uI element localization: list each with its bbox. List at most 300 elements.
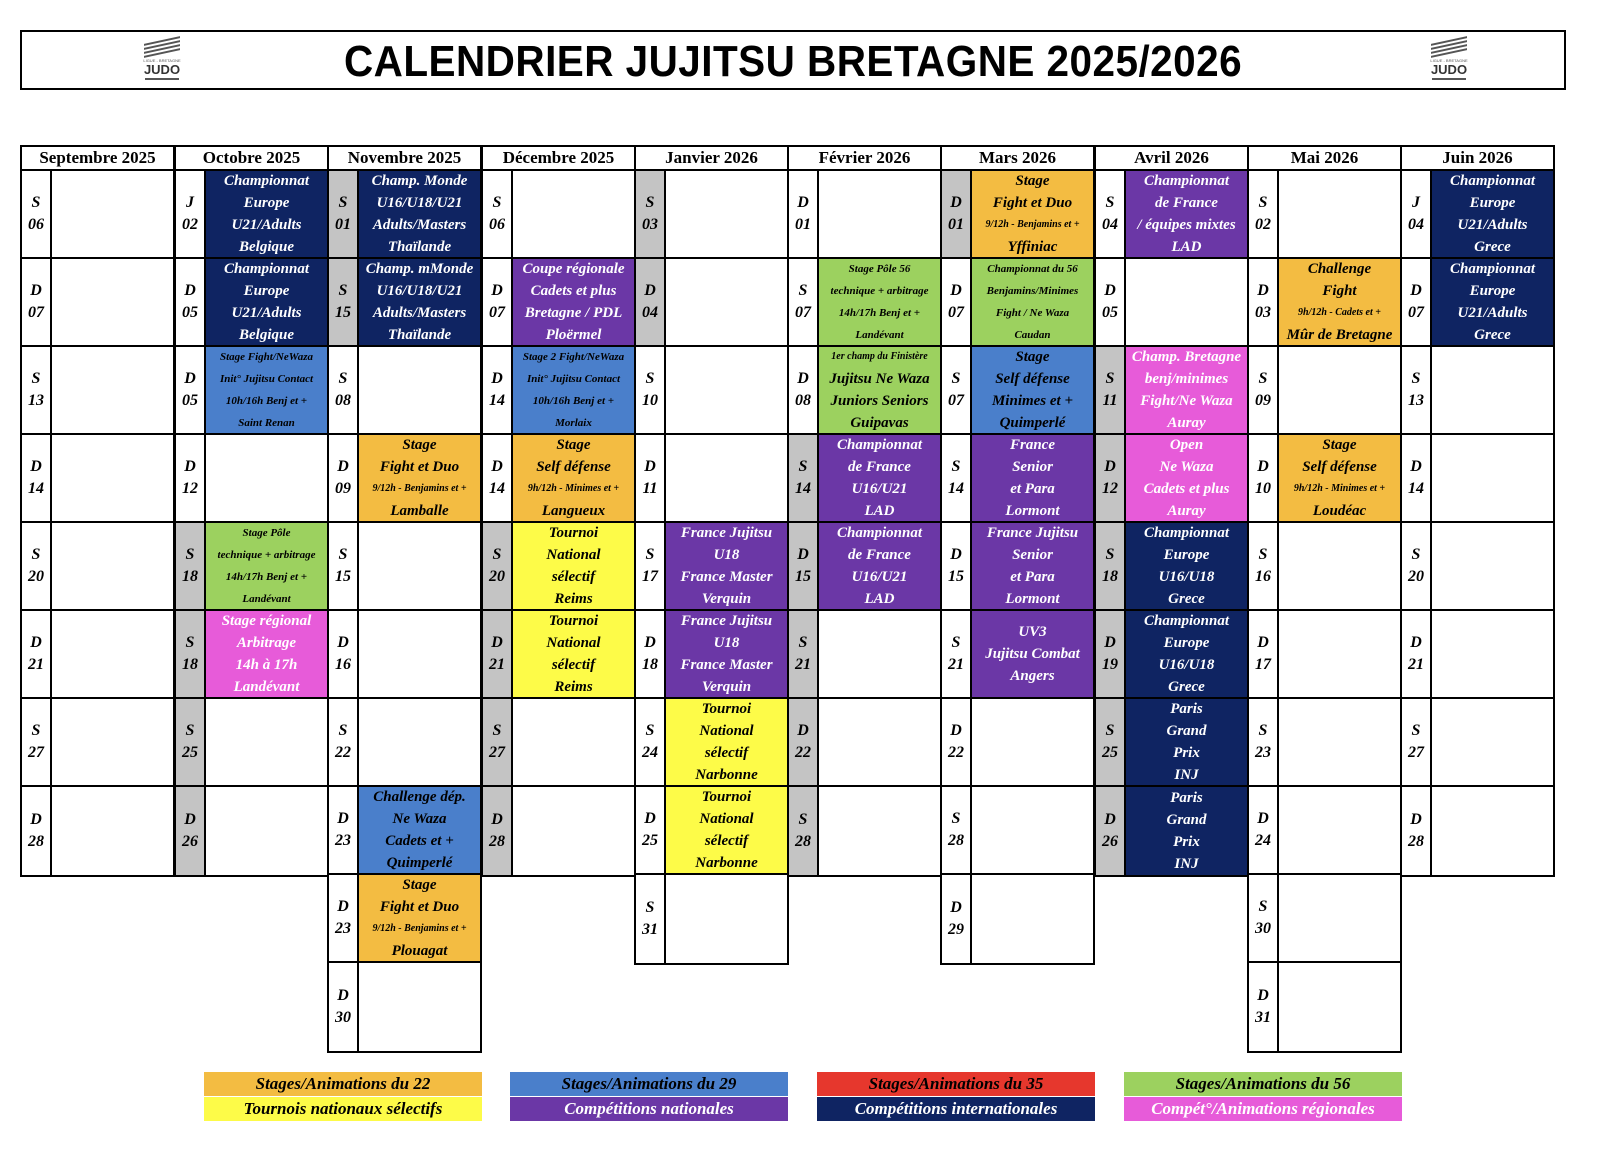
day-number: 18 [182,568,198,585]
event-text: INJ [1174,856,1199,872]
day-label [1096,523,1126,609]
weekday-letter: S [798,458,808,475]
event-text: National [699,811,754,827]
day-label [636,875,666,963]
day-cell [636,611,787,699]
event-block[interactable] [1126,611,1247,697]
event-block[interactable] [206,523,327,609]
day-cell [789,699,940,787]
day-label [329,875,359,961]
day-label [1249,347,1279,433]
day-number: 18 [182,656,198,673]
event-text: Grece [1168,591,1205,607]
event-text: Ne Waza [392,811,447,827]
event-text: U16/U18 [1158,657,1215,673]
day-cell [1249,523,1400,611]
legend-item: Stages/Animations du 22 [204,1072,482,1096]
day-label [1096,347,1126,433]
event-text: U21/Adults [1457,217,1528,233]
event-text: France Master [680,569,773,585]
month-column [787,145,942,877]
day-cell [176,171,327,259]
event-block[interactable] [819,435,940,521]
event-text: Champ. Monde [371,173,468,189]
weekday-letter: S [951,634,961,651]
event-block[interactable] [359,435,480,521]
event-block[interactable] [206,611,327,697]
day-cell [1096,699,1247,787]
flag-icon [1431,37,1467,55]
event-text: Jujitsu Combat [985,646,1080,662]
event-text: Reims [554,679,593,695]
weekday-letter: S [31,194,41,211]
day-number: 28 [948,832,964,849]
day-cell [329,963,480,1051]
weekday-letter: S [31,722,41,739]
event-text: Championnat [1143,525,1230,541]
event-text: Senior [1012,547,1053,563]
day-cell [176,523,327,611]
event-block[interactable] [359,259,480,345]
day-cell [1096,171,1247,259]
event-block[interactable] [1126,435,1247,521]
month-column [1247,145,1402,1053]
event-text: Paris [1170,701,1203,717]
event-text: Landévant [233,679,300,695]
event-block[interactable] [513,347,634,433]
day-cell [789,523,940,611]
event-block[interactable] [1279,435,1400,521]
day-label [483,787,513,875]
day-number: 09 [335,480,351,497]
legend-item: Compétitions nationales [510,1097,788,1121]
event-text: Europe [1469,283,1516,299]
event-text: Langueux [541,503,606,519]
day-number: 07 [489,304,505,321]
event-block[interactable] [1126,787,1247,875]
weekday-letter: D [950,546,962,563]
month-header: Février 2026 [789,147,940,171]
weekday-letter: D [337,810,349,827]
event-text: Tournoi [548,525,599,541]
event-text: LAD [864,503,895,519]
day-cell [176,347,327,435]
event-text: Europe [1163,635,1210,651]
legend-item: Compét°/Animations régionales [1124,1097,1402,1121]
day-number: 16 [1255,568,1271,585]
event-text: Championnat du 56 [987,263,1078,275]
weekday-letter: D [1257,458,1269,475]
day-label [176,523,206,609]
event-block[interactable] [819,259,940,345]
day-label [789,435,819,521]
day-label [176,787,206,875]
event-text: Fight [1322,283,1357,299]
day-cell [789,787,940,875]
event-block[interactable] [1432,259,1553,345]
event-block[interactable] [1126,523,1247,609]
month-header: Mars 2026 [942,147,1093,171]
event-text: 9/12h - Benjamins et + [372,483,467,494]
event-text: U21/Adults [231,217,302,233]
event-text: Championnat [836,525,923,541]
event-text: National [546,547,601,563]
event-text: 9h/12h - Minimes et + [527,483,620,494]
event-text: Championnat [1143,613,1230,629]
event-block[interactable] [972,611,1093,697]
month-header: Octobre 2025 [176,147,327,171]
weekday-letter: D [1410,282,1422,299]
day-cell [1096,347,1247,435]
day-cell [942,611,1093,699]
event-text: Stage 2 Fight/NeWaza [522,351,625,363]
day-label [22,699,52,785]
day-number: 30 [335,1009,351,1026]
weekday-letter: D [184,811,196,828]
event-text: Init° Jujitsu Contact [526,373,621,385]
event-text: Landévant [855,329,904,341]
day-number: 01 [948,216,964,233]
day-label [483,435,513,521]
event-block[interactable] [972,523,1093,609]
month-header: Juin 2026 [1402,147,1553,171]
weekday-letter: D [1257,634,1269,651]
event-text: Plouagat [391,943,448,959]
event-text: Grece [1168,679,1205,695]
day-label [1096,787,1126,875]
event-block[interactable] [513,611,634,697]
event-text: 9/12h - Benjamins et + [372,923,467,934]
day-cell [22,347,173,435]
legend-item: Tournois nationaux sélectifs [204,1097,482,1121]
event-text: Stage [556,437,591,453]
event-text: de France [1155,195,1218,211]
weekday-letter: S [1258,722,1268,739]
day-number: 07 [795,304,811,321]
month-header: Novembre 2025 [329,147,480,171]
day-label [636,699,666,785]
weekday-letter: S [338,722,348,739]
event-text: Verquin [701,591,752,607]
event-text: 14h/17h Benj et + [838,307,921,319]
event-block[interactable] [513,259,634,345]
day-number: 21 [28,656,44,673]
day-cell [789,435,940,523]
day-cell [1096,523,1247,611]
day-label [942,699,972,785]
weekday-letter: D [1104,458,1116,475]
day-label [22,347,52,433]
weekday-letter: S [31,546,41,563]
day-number: 10 [642,392,658,409]
event-block[interactable] [1126,171,1247,257]
event-block[interactable] [666,611,787,697]
weekday-letter: D [491,370,503,387]
event-text: Benjamins/Minimes [986,285,1079,297]
day-label [483,523,513,609]
event-text: Stage [1322,437,1357,453]
event-text: Ploërmel [545,327,602,343]
weekday-letter: D [1410,634,1422,651]
day-number: 14 [948,480,964,497]
day-label [789,787,819,875]
day-label [1402,787,1432,875]
event-block[interactable] [513,435,634,521]
day-cell [1249,259,1400,347]
day-number: 11 [642,480,658,497]
month-header: Décembre 2025 [483,147,634,171]
month-header: Avril 2026 [1096,147,1247,171]
event-text: LAD [864,591,895,607]
weekday-letter: D [797,546,809,563]
event-text: et Para [1010,481,1055,497]
day-label [176,435,206,521]
day-cell [22,787,173,875]
day-label [483,699,513,785]
day-cell [789,611,940,699]
event-text: Cadets et plus [530,283,617,299]
event-text: Angers [1010,668,1055,684]
day-label [22,787,52,875]
weekday-letter: S [798,634,808,651]
weekday-letter: D [1104,634,1116,651]
day-cell [483,259,634,347]
day-label [1402,523,1432,609]
event-text: U16/U18/U21 [376,283,463,299]
event-text: Self défense [536,459,611,475]
event-text: France Jujitsu [680,613,773,629]
event-text: Self défense [995,371,1070,387]
weekday-letter: D [491,282,503,299]
event-text: Narbonne [695,767,758,783]
event-text: Init° Jujitsu Contact [219,373,314,385]
weekday-letter: S [645,370,655,387]
event-block[interactable] [359,875,480,961]
day-number: 07 [1408,304,1424,321]
event-block[interactable] [1432,171,1553,257]
event-text: Ne Waza [1159,459,1214,475]
day-label [1249,259,1279,345]
day-number: 12 [1102,480,1118,497]
event-block[interactable] [666,699,787,785]
day-number: 05 [182,304,198,321]
weekday-letter: S [338,370,348,387]
event-block[interactable] [1279,259,1400,345]
day-number: 09 [1255,392,1271,409]
event-text: Stage Pôle [242,527,291,539]
event-block[interactable] [513,523,634,609]
event-text: de France [848,547,911,563]
weekday-letter: S [645,546,655,563]
day-label [483,611,513,697]
event-block[interactable] [1126,699,1247,785]
event-text: 1er champ du Finistère [831,351,928,362]
day-cell [483,699,634,787]
day-cell [789,347,940,435]
day-label [22,259,52,345]
event-text: U18 [713,547,740,563]
weekday-letter: D [30,282,42,299]
day-label [1096,611,1126,697]
day-label [176,611,206,697]
event-text: Stage régional [221,613,312,629]
day-label [483,171,513,257]
day-label [942,523,972,609]
day-number: 28 [28,833,44,850]
event-text: Cadets et plus [1143,481,1230,497]
event-block[interactable] [666,787,787,873]
event-block[interactable] [819,523,940,609]
day-cell [176,435,327,523]
day-number: 15 [795,568,811,585]
event-text: Narbonne [695,855,758,871]
day-cell [1402,259,1553,347]
day-cell [1402,347,1553,435]
weekday-letter: D [644,282,656,299]
day-number: 21 [489,656,505,673]
day-number: 14 [795,480,811,497]
day-number: 25 [182,744,198,761]
weekday-letter: S [492,546,502,563]
day-cell [1249,699,1400,787]
day-number: 11 [1102,392,1118,409]
day-label [789,523,819,609]
day-cell [1249,963,1400,1051]
day-cell [789,259,940,347]
event-text: Tournoi [548,613,599,629]
day-cell [636,171,787,259]
weekday-letter: S [31,370,41,387]
event-text: Verquin [701,679,752,695]
day-number: 21 [948,656,964,673]
event-block[interactable] [206,347,327,433]
weekday-letter: S [185,546,195,563]
day-cell [1249,611,1400,699]
event-text: France Master [680,657,773,673]
event-text: Grand [1166,812,1207,828]
month-column [174,145,329,877]
day-label [942,611,972,697]
event-text: Yffiniac [1007,239,1058,255]
event-text: 9/12h - Benjamins et + [985,219,1080,230]
day-label [942,435,972,521]
day-cell [1402,787,1553,875]
event-text: Quimperlé [999,415,1066,431]
day-label [1402,347,1432,433]
event-text: Reims [554,591,593,607]
event-text: National [546,635,601,651]
day-cell [483,347,634,435]
month-column [940,145,1095,965]
event-block[interactable] [972,171,1093,257]
day-number: 23 [1255,744,1271,761]
event-block[interactable] [359,171,480,257]
day-number: 30 [1255,920,1271,937]
day-number: 31 [1255,1009,1271,1026]
event-text: LAD [1171,239,1202,255]
logo-small-text: LIGUE - BRETAGNE [1430,58,1468,63]
weekday-letter: D [30,458,42,475]
day-label [636,787,666,873]
event-block[interactable] [359,787,480,873]
day-cell [1096,611,1247,699]
day-label [176,171,206,257]
event-text: Adults/Masters [372,217,467,233]
day-label [636,259,666,345]
event-block[interactable] [206,171,327,257]
event-text: Auray [1167,415,1206,431]
logo-underline [1432,78,1466,80]
weekday-letter: S [951,810,961,827]
event-block[interactable] [972,259,1093,345]
event-text: Adults/Masters [372,305,467,321]
day-cell [942,523,1093,611]
day-cell [329,171,480,259]
event-text: Tournoi [701,789,752,805]
event-text: Cadets et + [385,833,454,849]
day-label [636,435,666,521]
day-cell [1402,523,1553,611]
event-block[interactable] [819,347,940,433]
day-number: 02 [1255,216,1271,233]
event-text: INJ [1174,767,1199,783]
day-label [636,171,666,257]
event-text: Senior [1012,459,1053,475]
event-text: Tournoi [701,701,752,717]
event-block[interactable] [972,435,1093,521]
weekday-letter: D [337,458,349,475]
day-label [329,259,359,345]
day-cell [942,347,1093,435]
event-text: France Jujitsu [986,525,1079,541]
event-text: Challenge dép. [373,789,466,805]
day-number: 07 [948,304,964,321]
weekday-letter: D [1410,458,1422,475]
event-block[interactable] [1126,347,1247,433]
day-number: 27 [28,744,44,761]
day-cell [1249,435,1400,523]
event-block[interactable] [206,259,327,345]
weekday-letter: S [1258,898,1268,915]
event-text: Stage [402,437,437,453]
day-cell [1249,875,1400,963]
event-text: Saint Renan [238,417,295,429]
event-block[interactable] [972,347,1093,433]
day-cell [636,435,787,523]
event-text: Lormont [1005,503,1060,519]
day-cell [176,259,327,347]
weekday-letter: D [30,811,42,828]
day-label [636,611,666,697]
day-number: 23 [335,832,351,849]
day-cell [329,699,480,787]
event-text: Fight/Ne Waza [1140,393,1233,409]
day-label [1096,435,1126,521]
day-number: 06 [489,216,505,233]
event-block[interactable] [666,523,787,609]
weekday-letter: D [184,282,196,299]
legend-item: Stages/Animations du 56 [1124,1072,1402,1096]
day-label [636,523,666,609]
day-label [942,875,972,963]
event-text: Minimes et + [991,393,1074,409]
day-cell [1096,435,1247,523]
event-text: Lormont [1005,591,1060,607]
event-text: U21/Adults [1457,305,1528,321]
event-text: U16/U18/U21 [376,195,463,211]
weekday-letter: S [951,458,961,475]
day-number: 01 [335,216,351,233]
